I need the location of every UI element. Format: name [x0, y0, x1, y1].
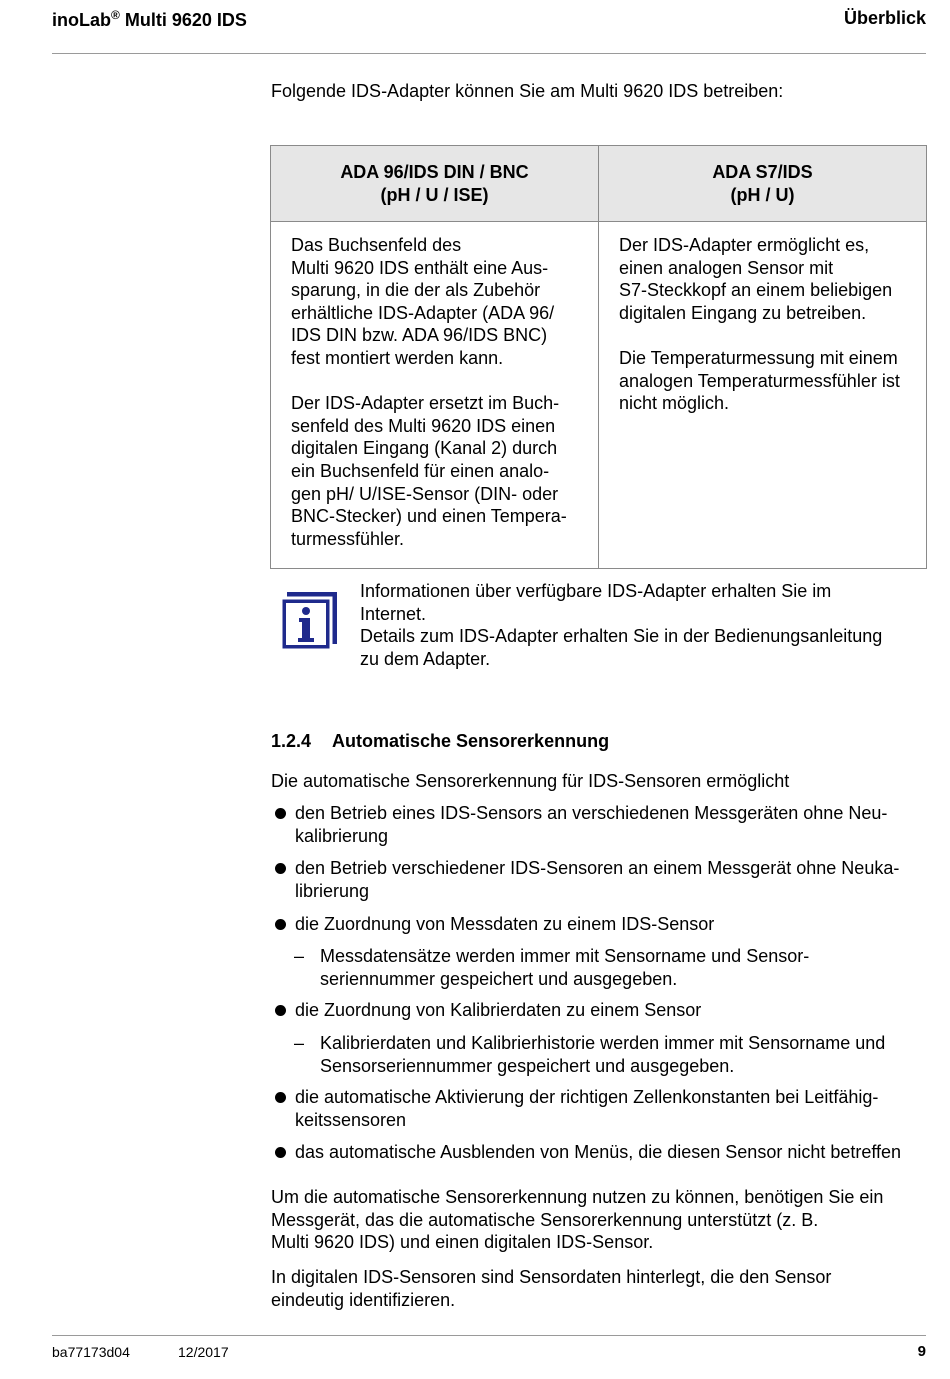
info-line: Informationen über verfügbare IDS-Adapter erhalten Sie im [360, 581, 832, 601]
text-line: turmessfühler. [291, 528, 405, 549]
info-line: zu dem Adapter. [360, 648, 491, 669]
adapter-cell-din-bnc [271, 222, 599, 569]
text-line: nicht möglich. [619, 393, 730, 414]
text-line: Um die automatische Sensorerkennung nutzen zu können, benötigen Sie ein [271, 1187, 884, 1207]
dash-icon: – [294, 1033, 305, 1053]
page-header-section: Überblick [843, 8, 926, 28]
body-paragraph [271, 1266, 931, 1311]
bullet-icon [275, 1092, 286, 1103]
text-line: einen analogen Sensor mit [619, 257, 834, 278]
text-line: S7-Steckkopf an einem beliebigen [619, 280, 893, 301]
section-number: 1.2.4 [271, 731, 312, 751]
text-line: die Zuordnung von Messdaten zu einem IDS-Sensor [295, 914, 715, 934]
text-line: BNC-Stecker) und einen Tempera- [291, 506, 567, 527]
adapter-column-header-din-bnc [271, 146, 599, 222]
document-date: 12/2017 [178, 1344, 229, 1360]
footer-divider [52, 1335, 926, 1336]
text-line: digitalen Eingang (Kanal 2) durch [291, 438, 558, 459]
info-line: Internet. [360, 603, 427, 624]
bullet-icon [275, 1005, 286, 1016]
text-line: keitssensoren [295, 1109, 407, 1130]
text-line: den Betrieb eines IDS-Sensors an verschiedenen Messgeräten ohne Neu- [295, 803, 888, 823]
text-line: kalibrierung [295, 825, 389, 846]
cell-paragraph [619, 347, 918, 415]
text-line: senfeld des Multi 9620 IDS einen [291, 415, 556, 436]
info-note [360, 580, 930, 670]
text-line: Der IDS-Adapter ersetzt im Buch- [291, 393, 560, 414]
text-line: Kalibrierdaten und Kalibrierhistorie werden immer mit Sensorname und [320, 1033, 886, 1053]
text-line: sparung, in die der als Zubehör [291, 280, 541, 301]
text-line: IDS DIN bzw. ADA 96/IDS BNC) [291, 325, 548, 346]
info-icon [281, 592, 337, 650]
dash-icon: – [294, 946, 305, 966]
text-line: Multi 9620 IDS) und einen digitalen IDS-Sensor. [271, 1232, 654, 1253]
page-number: 9 [917, 1343, 926, 1360]
trademark-symbol: ® [111, 8, 120, 22]
text-line: das automatische Ausblenden von Menüs, die diesen Sensor nicht betreffen [295, 1142, 902, 1162]
text-line: analogen Temperaturmessfühler ist [619, 370, 900, 391]
product-name: inoLab [52, 10, 111, 30]
column-title: ADA S7/IDS [712, 161, 813, 182]
column-subtitle: (pH / U) [730, 184, 795, 205]
text-line: die Zuordnung von Kalibrierdaten zu einem Sensor [295, 1000, 702, 1020]
adapter-cell-s7 [599, 222, 927, 569]
header-divider [52, 53, 926, 54]
cell-paragraph [619, 234, 918, 324]
text-line: erhältliche IDS-Adapter (ADA 96/ [291, 302, 555, 323]
section-title: Automatische Sensorerkennung [332, 731, 610, 751]
column-subtitle: (pH / U / ISE) [380, 184, 489, 205]
bullet-icon [275, 863, 286, 874]
intro-paragraph: Folgende IDS-Adapter können Sie am Multi 9620 IDS betreiben: [271, 81, 784, 101]
text-line: seriennummer gespeichert und ausgegeben. [320, 968, 678, 989]
column-title: ADA 96/IDS DIN / BNC [340, 161, 529, 182]
bullet-icon [275, 808, 286, 819]
page-header-product [52, 8, 247, 31]
cell-paragraph [291, 234, 590, 370]
text-line: Das Buchsenfeld des [291, 235, 462, 255]
text-line: den Betrieb verschiedener IDS-Sensoren an einem Messgerät ohne Neuka- [295, 858, 900, 878]
adapter-column-header-s7 [599, 146, 927, 222]
section-lead: Die automatische Sensorerkennung für IDS-Sensoren ermöglicht [271, 771, 790, 791]
text-line: Messdatensätze werden immer mit Sensorname und Sensor- [320, 946, 810, 966]
bullet-icon [275, 1147, 286, 1158]
text-line: fest montiert werden kann. [291, 347, 504, 368]
text-line: Die Temperaturmessung mit einem [619, 347, 898, 368]
body-paragraph [271, 1186, 931, 1254]
text-line: librierung [295, 880, 370, 901]
text-line: Sensorseriennummer gespeichert und ausgegeben. [320, 1055, 735, 1076]
document-id: ba77173d04 [52, 1344, 130, 1360]
text-line: gen pH/ U/ISE-Sensor (DIN- oder [291, 483, 559, 504]
text-line: ein Buchsenfeld für einen analo- [291, 460, 550, 481]
text-line: Der IDS-Adapter ermöglicht es, [619, 235, 870, 255]
info-line: Details zum IDS-Adapter erhalten Sie in der Bedienungsanleitung [360, 626, 883, 647]
product-model: Multi 9620 IDS [119, 10, 247, 30]
adapter-table [270, 145, 927, 569]
text-line: eindeutig identifizieren. [271, 1289, 456, 1310]
text-line: In digitalen IDS-Sensoren sind Sensordaten hinterlegt, die den Sensor [271, 1267, 832, 1287]
section-heading [271, 731, 609, 752]
text-line: die automatische Aktivierung der richtigen Zellenkonstanten bei Leitfähig- [295, 1087, 879, 1107]
cell-paragraph [291, 392, 590, 550]
text-line: Multi 9620 IDS enthält eine Aus- [291, 257, 549, 278]
text-line: Messgerät, das die automatische Sensorerkennung unterstützt (z. B. [271, 1209, 819, 1230]
bullet-icon [275, 919, 286, 930]
text-line: digitalen Eingang zu betreiben. [619, 302, 867, 323]
